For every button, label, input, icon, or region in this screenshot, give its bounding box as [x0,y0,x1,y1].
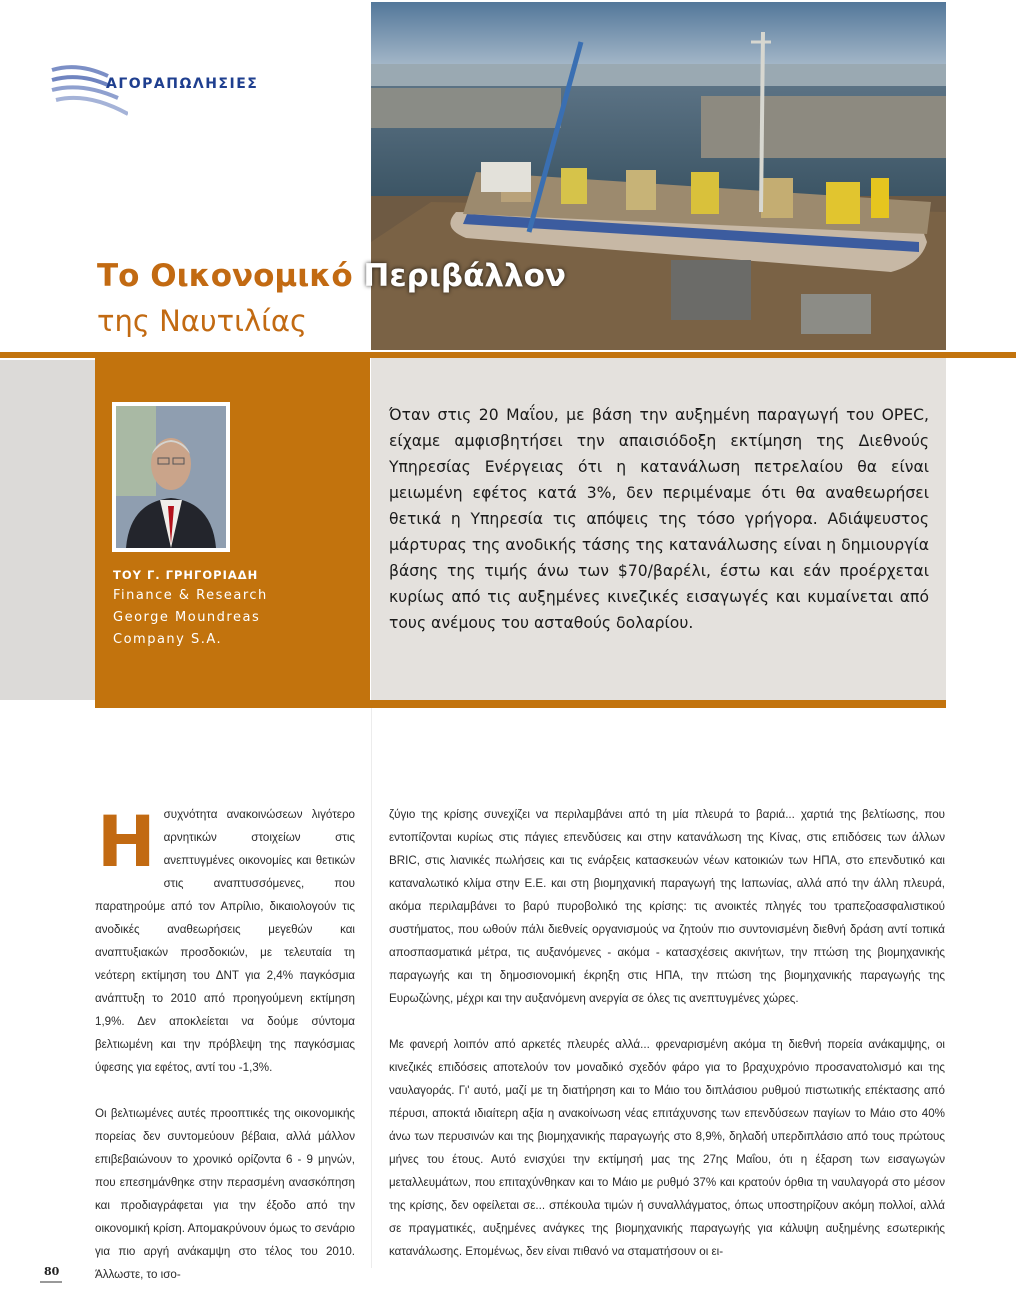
column-divider [371,708,372,1268]
section-label: ΑΓΟΡΑΠΩΛΗΣΙΕΣ [106,76,259,92]
article-title-line2: της Ναυτιλίας [97,304,308,338]
author-name: ΤΟΥ Γ. ΓΡΗΓΟΡΙΑΔΗ [113,568,259,582]
lead-paragraph: Όταν στις 20 Μαΐου, με βάση την αυξημένη παραγωγή του OPEC, είχαμε αμφισβητήσει την απαισιόδοξη εκτίμηση της Διεθνούς Υπηρεσίας Ενέργειας ότι η κατανάλωση πετρελαίου θα είναι μειωμένη εφέτος κατά 3%, δεν περιμέναμε ότι θα αναθεωρήσει θετικά η Υπηρεσία τις απόψεις της τόσο γρήγορα. Αδιάψευστος μάρτυρας της ανοδικής τάσης της κατανάλωσης είναι η δημιουργία βάσης της τιμής άνω των $70/βαρέλι, έστω και εάν προέρχεται κυρίως από τις αυξημένες κινεζικές εισαγωγές και κυμαίνεται από τους ανέμους του ασταθούς δολαρίου. [389,406,929,632]
drop-cap: Η [97,801,156,883]
body-paragraph-1 [95,803,355,1079]
author-line-2: George Moundreas [113,610,261,625]
article-title-line1 [97,258,566,294]
shipyard-photo [371,2,946,350]
author-line-3: Company S.A. [113,632,223,647]
body-paragraph-1-text: συχνότητα ανακοινώσεων λιγότερο αρνητικών στοιχείων στις ανεπτυγμένες οικονομίες και θετικών στις αναπτυσσόμενες, που παρατηρούμε από τον Απρίλιο, δικαιολογούν τις ανοδικές αναθεωρήσεις μεγεθών και αναπτυξιακών προσδοκιών, με τελευταία τη νεότερη εκτίμηση του ΔΝΤ για 2,4% παγκόσμια ανάπτυξη το 2010 από προηγούμενη εκτίμηση 1,9%. Δεν αποκλείεται να δούμε σύντομα βελτιωμένη και την πρόβλεψη της παγκόσμιας ύφεσης για εφέτος, αντί του -1,3%. [95,808,355,1074]
body-column-right [389,803,945,1263]
page-number-rule [40,1281,62,1283]
title-part-1: Το Οικονομικό [97,258,353,294]
author-line-1: Finance & Research [113,588,268,603]
body-paragraph-3: ζύγιο της κρίσης συνεχίζει να περιλαμβάνει από τη μία πλευρά το βαριά... χαρτιά της βελτίωσης, που εντοπίζονται κυρίως στις πάγιες επενδύσεις και στην κατανάλωση της Κίνας, στις επιδόσεις των άλλων BRIC, στις λιανικές πωλήσεις και τις ενάρξεις κατασκευών νέων κατοικιών των ΗΠΑ, στο επενδυτικό και καταναλωτικό κλίμα στην Ε.Ε. και στη βιομηχανική παραγωγή της Ιαπωνίας, αλλά από την άλλη πλευρά, ακόμα περιλαμβάνει το βαρύ πυροβολικό της κρίσης: τις ανοικτές πληγές του τραπεζοασφαλιστικού συστήματος, που ωθούν πάλι διεθνείς οργανισμούς να ζητούν πιο συντονισμένη διεθνή δράση αντί τοπικά αποσπασματικά μέτρα, τις αυξανόμενες - ακόμα - κατασχέσεις ακινήτων, την πτώση της βιομηχανικής παραγωγής και τη δημοσιονομική έκρηξη στις ΗΠΑ, την πτώση της βιομηχανικής παραγωγής της Ευρωζώνης, μέχρι και την αυξανόμενη ανεργία σε όλες τις ανεπτυγμένες χώρες. [389,808,945,1005]
bottom-rule [95,700,946,708]
body-column-left [95,803,355,1286]
page-number: 80 [44,1265,60,1278]
side-band [0,360,95,700]
title-part-2: Περιβάλλον [363,258,567,294]
body-paragraph-4: Με φανερή λοιπόν από αρκετές πλευρές αλλά... φρεναρισμένη ακόμα τη διεθνή πορεία ανάκαμψης, οι κινεζικές επιδόσεις αποτελούν τον μοναδικό σχεδόν φάρο για το βραχυχρόνιο προσανατολισμό και της ναυλαγοράς. Γι' αυτό, μαζί με τη διατήρηση και το Μάιο του διπλάσιου ρυθμού πιστωτικής επέκτασης από πέρυσι, αποκτά ιδιαίτερη αξία η ανακοίνωση νέας επιτάχυνσης των επενδύσεων παγίων το Μάιο στο 40% άνω των περυσινών και της βιομηχανικής παραγωγής στο 8,9%, δηλαδή υπερδιπλάσιο από τους πρώτους μήνες του έτους. Αυτό ενισχύει την εκτίμησή μας της 27ης Μαΐου, ότι η έξαρση των εισαγωγών μεταλλευμάτων, που επιταχύνθηκαν και το Μάιο με ρυθμό 37% και κρατούν όρθια τη ναυλαγορά στο μέσον της κρίσης, δεν οφείλεται σε... σπέκουλα τιμών ή συναλλάγματος, όπως υποστηρίζουν ακόμη πολλοί, αλλά σε πραγματικές, αυξημένες ανάγκες της βιομηχανικής παραγωγής για κάλυψη αυξημένης εσωτερικής κατανάλωσης. Επομένως, δεν είναι πιθανό να σταματήσουν οι ει- [389,1038,945,1258]
author-portrait-frame [112,402,230,552]
body-paragraph-2: Οι βελτιωμένες αυτές προοπτικές της οικονομικής πορείας δεν συντομεύουν βέβαια, αλλά μάλλον επιβεβαιώνουν το χρονικό ορίζοντα 6 - 9 μηνών, που επεσημάνθηκε στην περασμένη ανασκόπηση και προδιαγράφεται για την έξοδο από την οικονομική κρίση. Απομακρύνουν όμως το σενάριο για πιο αργή ανάκαμψη στο τέλος του 2010. Άλλωστε, το ισο- [95,1107,355,1281]
author-portrait [116,406,226,548]
